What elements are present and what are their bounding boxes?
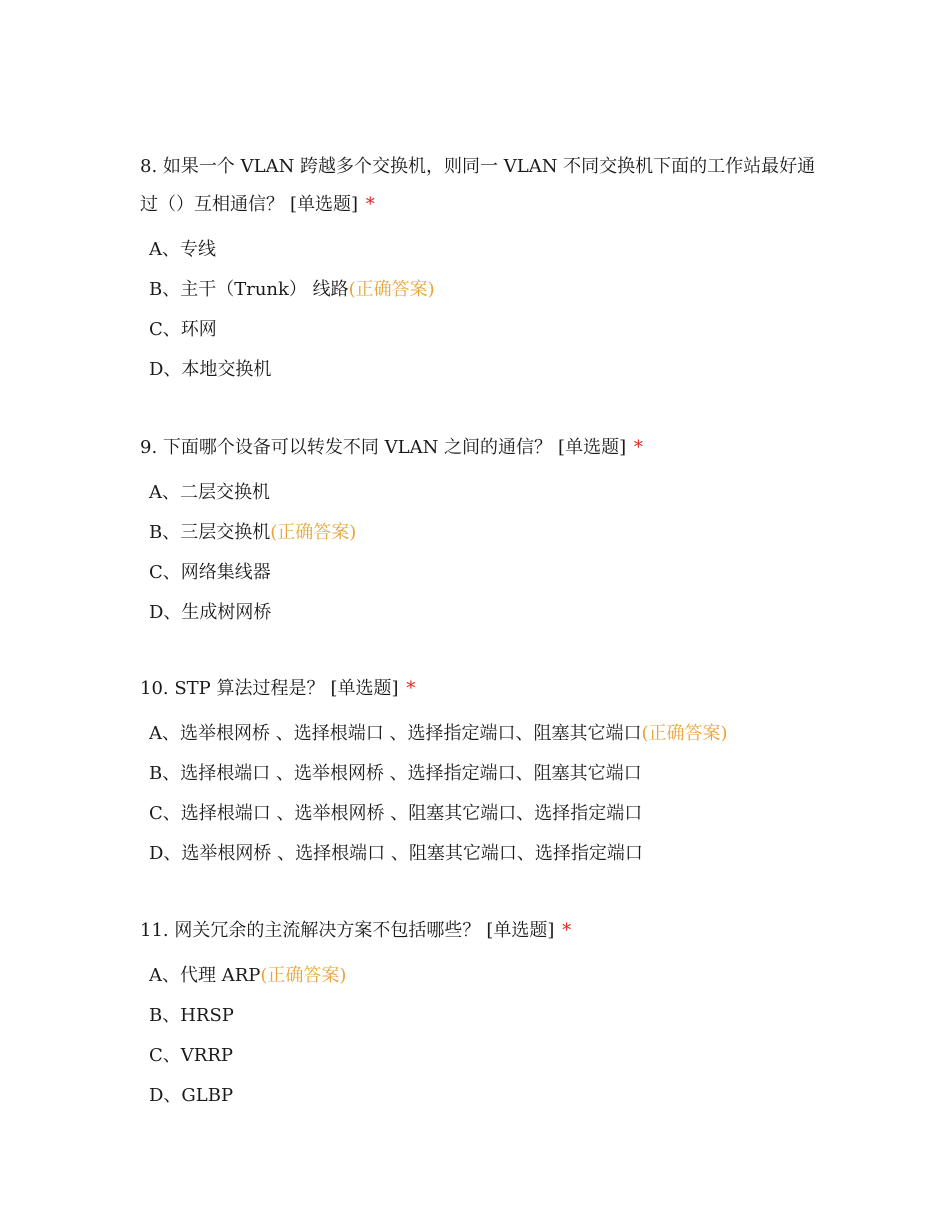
question-type-label: [单选题] <box>558 437 627 458</box>
correct-answer-label: (正确答案) <box>641 723 728 744</box>
option-a[interactable] <box>149 956 820 996</box>
correct-answer-label: (正确答案) <box>260 965 347 986</box>
option-text: A、代理 ARP <box>149 965 261 986</box>
question-type-label: [单选题] <box>290 194 359 215</box>
question-10 <box>140 670 820 874</box>
question-title <box>140 912 820 950</box>
option-text: C、VRRP <box>149 1045 233 1066</box>
option-text: D、生成树网桥 <box>149 602 272 623</box>
option-d[interactable] <box>149 593 820 633</box>
option-list <box>140 230 820 390</box>
option-list <box>140 473 820 633</box>
option-text: C、网络集线器 <box>149 562 271 583</box>
option-c[interactable] <box>149 1036 820 1076</box>
option-c[interactable] <box>149 310 820 350</box>
option-list <box>140 956 820 1116</box>
question-11 <box>140 912 820 1116</box>
option-d[interactable] <box>149 1076 820 1116</box>
option-text: B、HRSP <box>149 1005 234 1026</box>
option-b[interactable] <box>149 996 820 1036</box>
option-b[interactable] <box>149 754 820 794</box>
required-mark: * <box>562 920 572 941</box>
option-text: C、环网 <box>149 319 217 340</box>
option-a[interactable] <box>149 714 820 754</box>
option-c[interactable] <box>149 553 820 593</box>
option-text: B、选择根端口 、选举根网桥 、选择指定端口、阻塞其它端口 <box>149 763 642 784</box>
option-text: A、二层交换机 <box>149 482 270 503</box>
question-text: 10. STP 算法过程是？ <box>140 678 325 699</box>
option-text: D、GLBP <box>149 1085 234 1106</box>
question-type-label: [单选题] <box>486 920 555 941</box>
required-mark: * <box>365 194 375 215</box>
question-text: 8. 如果一个 VLAN 跨越多个交换机，则同一 VLAN 不同交换机下面的工作站最好通过（）互相通信？ <box>140 156 816 215</box>
option-a[interactable] <box>149 473 820 513</box>
option-text: A、选举根网桥 、选择根端口 、选择指定端口、阻塞其它端口 <box>149 723 642 744</box>
question-text: 9. 下面哪个设备可以转发不同 VLAN 之间的通信？ <box>140 437 553 458</box>
option-a[interactable] <box>149 230 820 270</box>
option-text: A、专线 <box>149 239 216 260</box>
question-9 <box>140 429 820 633</box>
correct-answer-label: (正确答案) <box>270 522 357 543</box>
required-mark: * <box>633 437 643 458</box>
option-text: D、本地交换机 <box>149 359 272 380</box>
question-title <box>140 148 820 224</box>
option-c[interactable] <box>149 794 820 834</box>
question-8 <box>140 148 820 390</box>
question-type-label: [单选题] <box>330 678 399 699</box>
option-d[interactable] <box>149 350 820 390</box>
option-text: D、选举根网桥 、选择根端口 、阻塞其它端口、选择指定端口 <box>149 843 643 864</box>
question-text: 11. 网关冗余的主流解决方案不包括哪些？ <box>140 920 481 941</box>
option-d[interactable] <box>149 834 820 874</box>
question-title <box>140 429 820 467</box>
option-list <box>140 714 820 874</box>
option-text: B、三层交换机 <box>149 522 271 543</box>
option-text: B、主干（Trunk） 线路 <box>149 279 349 300</box>
required-mark: * <box>406 678 416 699</box>
question-title <box>140 670 820 708</box>
option-b[interactable] <box>149 270 820 310</box>
correct-answer-label: (正确答案) <box>348 279 435 300</box>
option-b[interactable] <box>149 513 820 553</box>
option-text: C、选择根端口 、选举根网桥 、阻塞其它端口、选择指定端口 <box>149 803 643 824</box>
